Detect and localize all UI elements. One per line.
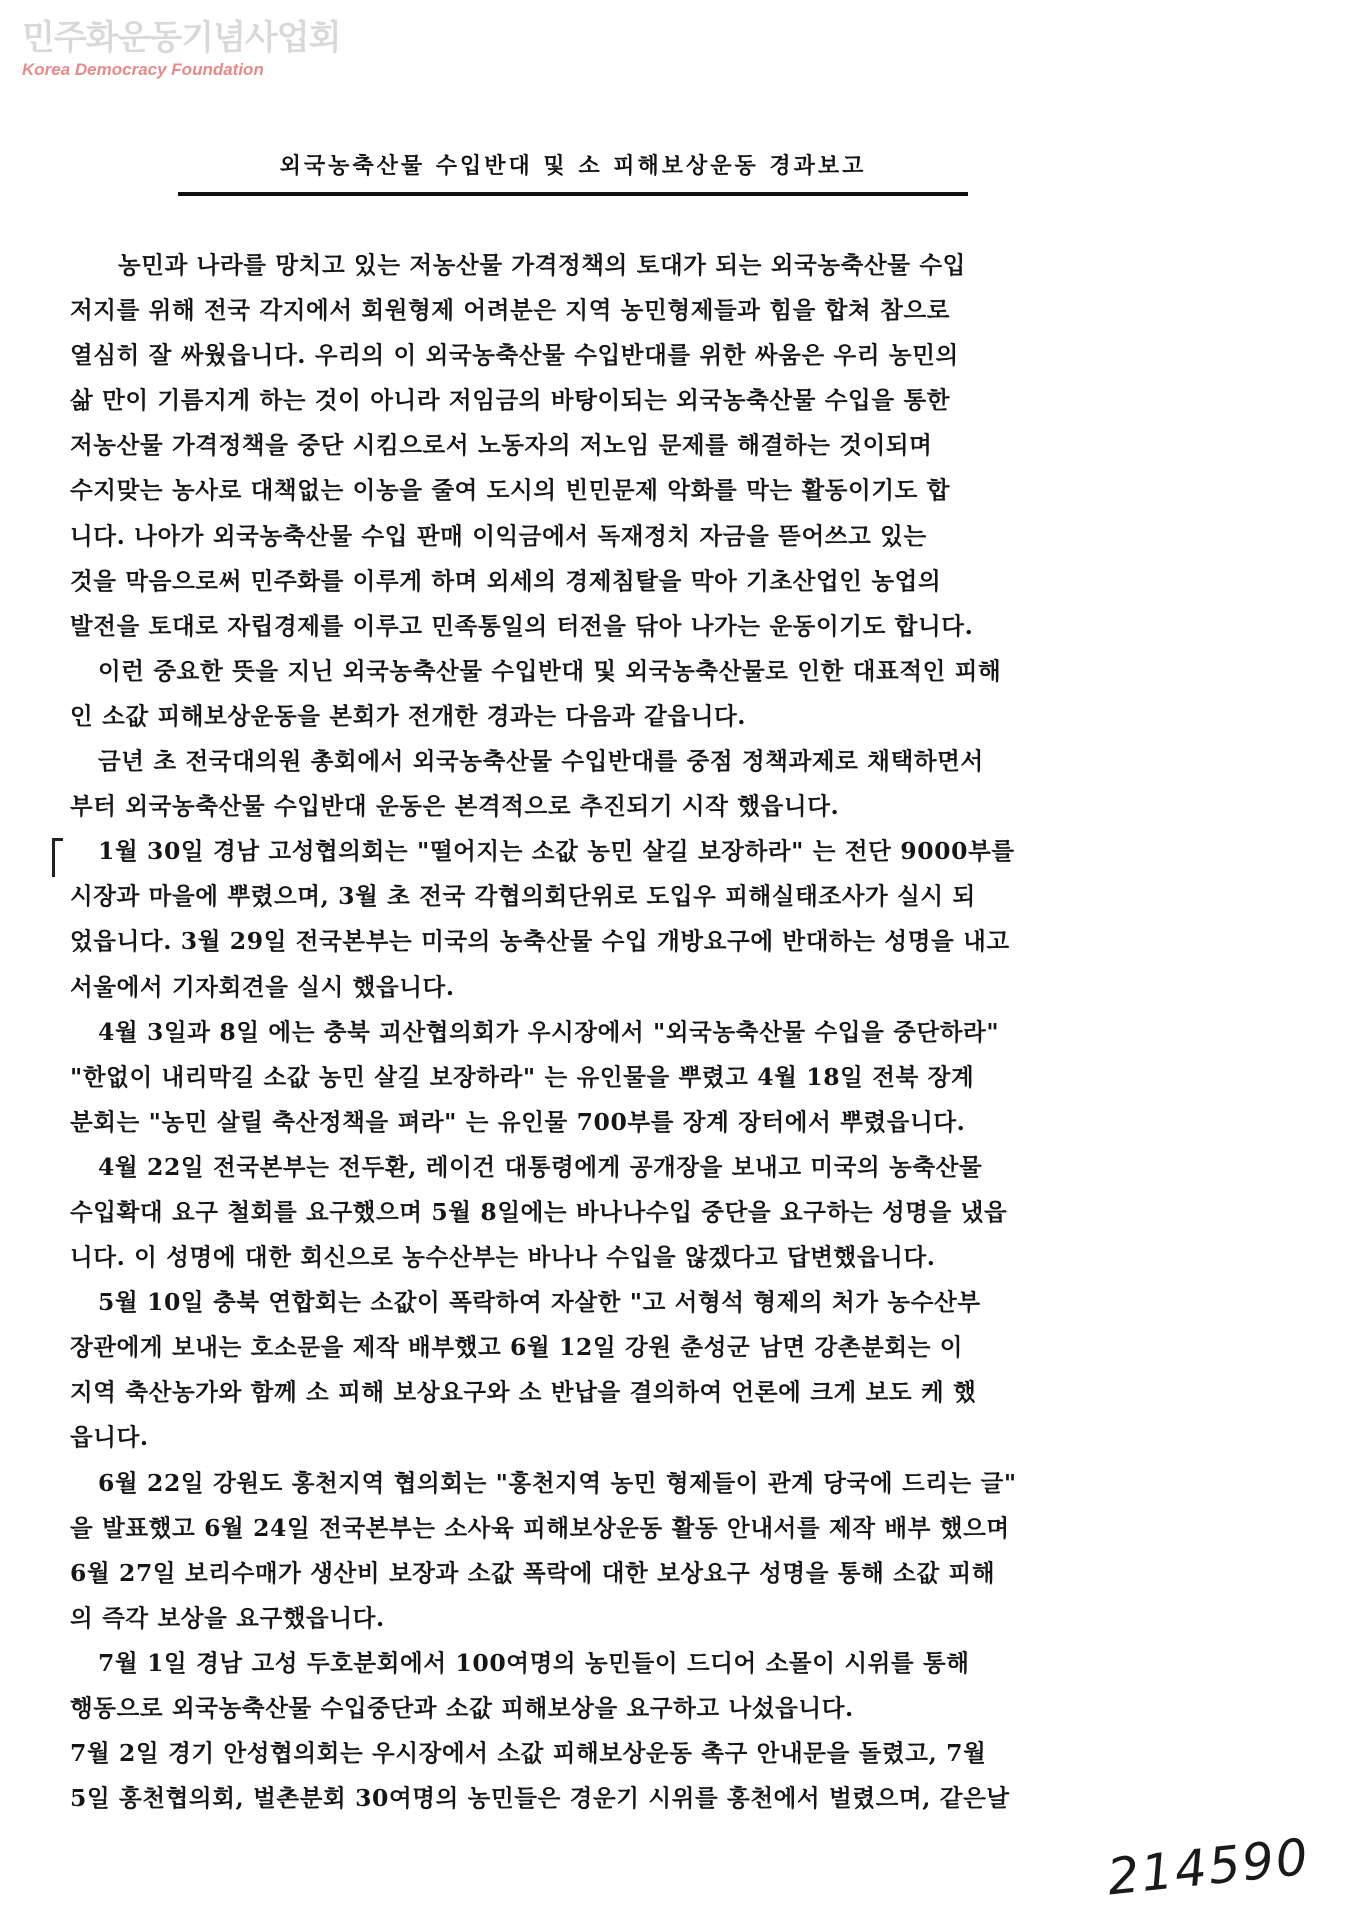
text-line: 7월 2일 경기 안성협의회는 우시장에서 소값 피해보상운동 촉구 안내문을 돌렸고, 7월 [70, 1739, 987, 1768]
text-line: 저지를 위해 전국 각지에서 회원형제 어려분은 지역 농민형제들과 힘을 합쳐 참으로 [70, 296, 951, 325]
text-line: 것을 막음으로써 민주화를 이루게 하며 외세의 경제침탈을 막아 기초산업인 농업의 [70, 566, 942, 595]
handwritten-document-number: 214590 [1104, 1827, 1313, 1907]
text-line: 금년 초 전국대의원 총회에서 외국농축산물 수입반대를 중점 정책과제로 채택하면서 [98, 747, 984, 776]
text-line: 5일 홍천협의회, 벌촌분회 30여명의 농민들은 경운기 시위를 홍천에서 벌렸으며, 같은날 [70, 1784, 1010, 1813]
text-line: 농민과 나라를 망치고 있는 저농산물 가격정책의 토대가 되는 외국농축산물 수입 [118, 251, 966, 279]
text-line: 인 소값 피해보상운동을 본회가 전개한 경과는 다음과 같읍니다. [70, 701, 747, 730]
text-line: 니다. 이 성명에 대한 회신으로 농수산부는 바나나 수입을 않겠다고 답변했읍니다. [70, 1243, 936, 1272]
text-line: 이런 중요한 뜻을 지닌 외국농축산물 수입반대 및 외국농축산물로 인한 대표적인 피해 [98, 656, 1002, 685]
title-underline [178, 192, 968, 196]
text-line: 행동으로 외국농축산물 수입중단과 소값 피해보상을 요구하고 나섰읍니다. [70, 1694, 854, 1722]
title-block [178, 150, 968, 196]
text-line: 열심히 잘 싸웠읍니다. 우리의 이 외국농축산물 수입반대를 위한 싸움은 우리 농민의 [70, 341, 959, 370]
document-body [70, 243, 1310, 1821]
document-title: 외국농축산물 수입반대 및 소 피해보상운동 경과보고 [279, 153, 867, 179]
text-line: 6월 27일 보리수매가 생산비 보장과 소값 폭락에 대한 보상요구 성명을 통해 소값 피해 [70, 1558, 996, 1587]
org-korean-logo: 민주화운동기념사업회 [22, 18, 341, 58]
text-line: 4월 22일 전국본부는 전두환, 레이건 대통령에게 공개장을 보내고 미국의 농축산물 [98, 1152, 983, 1181]
text-line: 수입확대 요구 철회를 요구했으며 5월 8일에는 바나나수입 중단을 요구하는 성명을 냈읍 [70, 1197, 1008, 1226]
text-line: 삶 만이 기름지게 하는 것이 아니라 저임금의 바탕이되는 외국농축산물 수입을 통한 [70, 386, 951, 415]
text-line: 1월 30일 경남 고성협의회는 "떨어지는 소값 농민 살길 보장하라" 는 전단 9000부를 [98, 837, 1015, 866]
org-english-logo: Korea Democracy Foundation [22, 60, 264, 79]
text-line: 지역 축산농가와 함께 소 피해 보상요구와 소 반납을 결의하여 언론에 크게 보도 케 했 [70, 1378, 977, 1407]
text-line: 시장과 마을에 뿌렸으며, 3월 초 전국 각협의회단위로 도입우 피해실태조사가 실시 되 [70, 882, 976, 911]
text-line: 부터 외국농축산물 수입반대 운동은 본격적으로 추진되기 시작 했읍니다. [70, 792, 840, 821]
text-line: 6월 22일 강원도 홍천지역 협의회는 "홍천지역 농민 형제들이 관계 당국에 드리는 글" [98, 1468, 1017, 1497]
text-line: 니다. 나아가 외국농축산물 수입 판매 이익금에서 독재정치 자금을 뜯어쓰고 있는 [70, 521, 927, 550]
text-line: 5월 10일 충북 연합회는 소값이 폭락하여 자살한 "고 서형석 형제의 처가 농수산부 [98, 1288, 981, 1317]
text-line: 의 즉각 보상을 요구했읍니다. [70, 1603, 385, 1632]
text-line: 4월 3일과 8일 에는 충북 괴산협의회가 우시장에서 "외국농축산물 수입을 중단하라" [98, 1017, 1000, 1046]
text-line: 읍니다. [70, 1423, 149, 1452]
margin-bracket-mark [52, 838, 63, 877]
text-line: 발전을 토대로 자립경제를 이루고 민족통일의 터전을 닦아 나가는 운동이기도 합니다. [70, 611, 974, 640]
text-line: 7월 1일 경남 고성 두호분회에서 100여명의 농민들이 드디어 소몰이 시위를 통해 [98, 1648, 970, 1677]
archive-header [22, 18, 340, 80]
text-line: 을 발표했고 6월 24일 전국본부는 소사육 피해보상운동 활동 안내서를 제작 배부 했으며 [70, 1513, 1010, 1542]
text-line: 저농산물 가격정책을 중단 시킴으로서 노동자의 저노임 문제를 해결하는 것이되며 [70, 431, 933, 460]
text-line: 었읍니다. 3월 29일 전국본부는 미국의 농축산물 수입 개방요구에 반대하는 성명을 내고 [70, 927, 1010, 956]
text-line: 서울에서 기자회견을 실시 했읍니다. [70, 972, 455, 1001]
text-line: 장관에게 보내는 호소문을 제작 배부했고 6월 12일 강원 춘성군 남면 강촌분회는 이 [70, 1333, 964, 1362]
text-line: 분회는 "농민 살릴 축산정책을 펴라" 는 유인물 700부를 장계 장터에서 뿌렸읍니다. [70, 1107, 966, 1136]
text-line: "한없이 내리막길 소값 농민 살길 보장하라" 는 유인물을 뿌렸고 4월 18일 전북 장계 [70, 1062, 975, 1091]
text-line: 수지맞는 농사로 대책없는 이농을 줄여 도시의 빈민문제 악화를 막는 활동이기도 합 [70, 476, 951, 505]
